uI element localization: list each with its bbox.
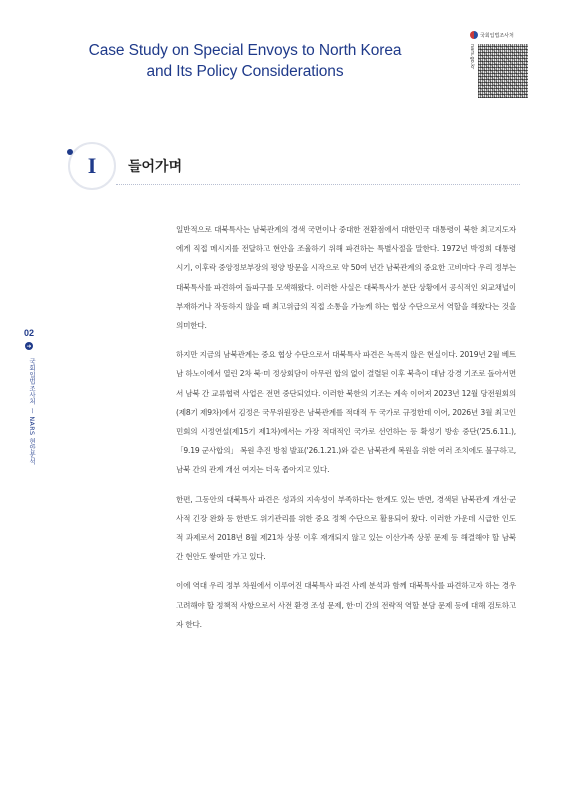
qr-side-url: nars.go.kr xyxy=(469,44,475,70)
paragraph-2: 하지만 지금의 남북관계는 중요 협상 수단으로서 대북특사 파견은 녹록지 않은 현실이다. 2019년 2월 베트남 하노이에서 열린 2차 북·미 정상회담이 아무런 합의 없이 결렬된 이후 북측이 대남 강경 기조로 돌아서면서 남북 간 교류협력 사업은 전면 중단되었다. 이러한 북한의 기조는 계속 이어져 2023년 12월 당전원회의(제8기 제9차)에서 김정은 국무위원장은 남북관계를 적대적 두 국가로 규정한데 이어, 2026년 3월 최고인민회의 시정연설(제15기 제1차)에서는 가장 적대적인 국가로 선언하는 등 확성기 방송 중단('25.6.11.), 「9.19 군사합의」 복원 추진 방침 발표('26.1.21.)와 같은 남북관계 복원을 위한 여러 조치에도 불구하고, 남북 간의 관계 개선 여지는 더욱 좁아지고 있다. xyxy=(176,350,516,475)
section-title: 들어가며 xyxy=(128,159,183,175)
section-number: I xyxy=(87,153,97,178)
running-title: 국회입법조사처 ー NARS 현안분석 xyxy=(28,358,35,465)
arrow-right-icon: ➜ xyxy=(26,342,32,350)
paragraph-3: 한편, 그동안의 대북특사 파견은 성과의 지속성이 부족하다는 한계도 있는 반면, 경색된 남북관계 개선·군사적 긴장 완화 등 한반도 위기관리를 위한 중요 정책 수단으로 활용되어 왔다. 이러한 가운데 시급한 인도적 과제로서 2018년 8월 제21차 상봉 이후 재개되지 않고 있는 이산가족 상봉 문제 등 해결해야 할 남북 간 현안도 쌓여만 가고 있다. xyxy=(176,494,516,562)
nars-logo-text: 국회입법조사처 xyxy=(480,32,514,39)
document-title xyxy=(50,40,440,82)
qr-code-icon[interactable] xyxy=(478,44,528,98)
title-line-2: and Its Policy Considerations xyxy=(146,63,344,80)
title-line-1: Case Study on Special Envoys to North Korea xyxy=(88,42,402,59)
nars-logo-icon xyxy=(470,31,478,39)
nars-logo xyxy=(470,30,530,40)
paragraph-4: 이에 역대 우리 정부 차원에서 이루어진 대북특사 파견 사례 분석과 함께 대북특사를 파견하고자 하는 경우 고려해야 할 정책적 사항으로서 사전 환경 조성 문제, 한·미 간의 전략적 역할 분담 문제 등에 대해 검토하고자 한다. xyxy=(176,581,516,629)
section-heading xyxy=(60,138,520,192)
paragraph-1: 일반적으로 대북특사는 남북관계의 경색 국면이나 중대한 전환점에서 대한민국 대통령이 북한 최고지도자에게 직접 메시지를 전달하고 현안을 조율하기 위해 파견하는 특별사절을 말한다. 1972년 박정희 대통령 시기, 이후락 중앙정보부장의 평양 방문을 시작으로 약 50여 년간 남북관계의 중요한 고비마다 우리 정부는 대북특사를 파견하여 돌파구를 모색해왔다. 이러한 사실은 대북특사가 분단 상황에서 공식적인 외교채널이 부재하거나 작동하지 않을 때 최고위급의 직접 소통을 가능케 하는 협상 수단으로서 역할을 해왔다는 것을 의미한다. xyxy=(176,225,516,331)
qr-code-block[interactable] xyxy=(464,30,528,100)
page-number: 02 xyxy=(24,328,35,338)
section-divider xyxy=(116,184,520,186)
body-text xyxy=(176,220,516,644)
